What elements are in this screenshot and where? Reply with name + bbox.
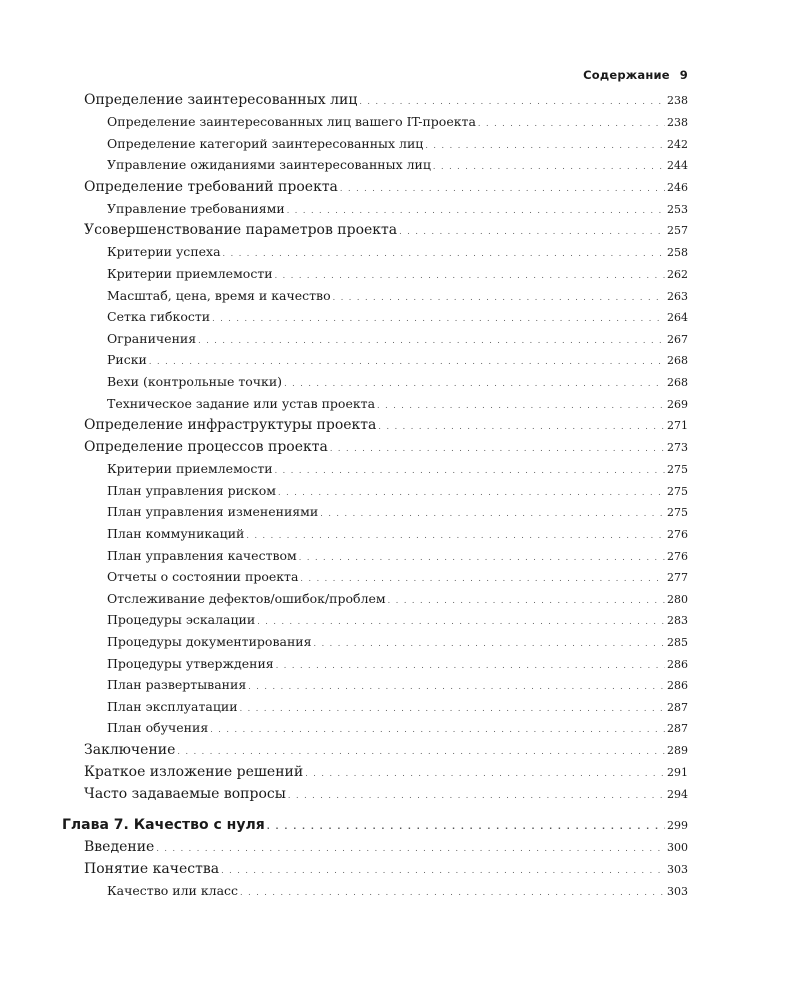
toc-entry-title: Определение заинтересованных лиц — [84, 92, 358, 108]
toc-entry-title: Управление ожиданиями заинтересованных лиц — [107, 157, 431, 173]
toc-entry-page: 253 — [667, 202, 688, 216]
toc-entry-title: План управления изменениями — [107, 504, 319, 520]
toc-entry-page: 300 — [667, 841, 688, 854]
dot-leader — [284, 379, 665, 388]
toc-entry-page: 299 — [667, 819, 688, 832]
toc-entry-title: План обучения — [107, 720, 209, 736]
toc-entry[interactable] — [84, 179, 688, 195]
toc-entry[interactable] — [107, 288, 688, 303]
toc-entry[interactable] — [107, 699, 688, 714]
toc-entry-page: 280 — [667, 592, 688, 606]
toc-entry[interactable] — [107, 461, 688, 476]
dot-leader — [177, 747, 665, 756]
toc-entry[interactable] — [84, 439, 688, 455]
page-number: 9 — [679, 68, 688, 82]
dot-leader — [300, 574, 665, 583]
toc-entry-page: 242 — [667, 137, 688, 151]
toc-entry-title: Отчеты о состоянии проекта — [107, 569, 299, 585]
toc-entry[interactable] — [107, 591, 688, 606]
toc-entry[interactable] — [107, 720, 688, 735]
toc-entry[interactable] — [84, 786, 688, 802]
toc-entry-title: Заключение — [84, 742, 176, 758]
toc-entry-page: 262 — [667, 268, 688, 281]
dot-leader — [378, 422, 665, 431]
toc-entry-page: 268 — [667, 376, 688, 389]
dot-leader — [399, 227, 665, 236]
toc-entry-title: Критерии приемлемости — [107, 266, 273, 281]
toc-entry-title: Сетка гибкости — [107, 309, 211, 325]
toc-entry[interactable] — [107, 504, 688, 519]
toc-entry-page: 287 — [667, 722, 688, 736]
dot-leader — [478, 119, 665, 128]
toc-entry-title: Введение — [84, 839, 155, 855]
toc-entry-page: 303 — [667, 885, 688, 898]
toc-entry-title: Процедуры утверждения — [107, 655, 274, 671]
dot-leader — [320, 509, 665, 518]
dot-leader — [433, 162, 665, 171]
toc-entry-page: 271 — [667, 419, 688, 433]
toc-chapter-entry[interactable] — [62, 817, 688, 833]
toc-entry-page: 246 — [667, 180, 688, 194]
toc-entry-page: 258 — [667, 246, 688, 260]
section-title: Содержание — [583, 68, 670, 82]
dot-leader — [287, 206, 665, 215]
toc-entry-title: Определение требований проекта — [84, 178, 338, 195]
toc-entry[interactable] — [107, 352, 688, 367]
toc-entry-page: 275 — [667, 463, 688, 477]
toc-entry[interactable] — [107, 201, 688, 216]
toc-entry-page: 275 — [667, 506, 688, 520]
dot-leader — [246, 531, 665, 540]
toc-entry[interactable] — [107, 157, 688, 172]
toc-entry-page: 275 — [667, 484, 688, 498]
toc-entry[interactable] — [84, 92, 688, 108]
dot-leader — [221, 866, 665, 875]
toc-entry-title: План коммуникаций — [107, 526, 245, 541]
toc-entry-page: 285 — [667, 636, 688, 649]
dot-leader — [156, 844, 665, 853]
dot-leader — [275, 466, 665, 475]
toc-entry[interactable] — [107, 883, 688, 898]
running-header — [583, 68, 688, 82]
dot-leader — [240, 888, 665, 897]
toc-entry[interactable] — [107, 266, 688, 281]
toc-entry-title: Процедуры эскалации — [107, 612, 256, 628]
dot-leader — [248, 682, 665, 691]
dot-leader — [425, 141, 665, 150]
toc-entry-page: 273 — [667, 441, 688, 455]
toc-entry[interactable] — [84, 839, 688, 855]
toc-entry-page: 263 — [667, 289, 688, 303]
toc-entry-page: 238 — [667, 94, 688, 107]
toc-entry[interactable] — [107, 136, 688, 151]
toc-entry-page: 283 — [667, 614, 688, 628]
toc-entry-page: 303 — [667, 863, 688, 876]
toc-entry-page: 289 — [667, 744, 688, 757]
toc-entry-title: Масштаб, цена, время и качество — [107, 287, 331, 303]
toc-entry[interactable] — [107, 396, 688, 411]
dot-leader — [305, 769, 665, 778]
dot-leader — [223, 249, 665, 258]
dot-leader — [210, 725, 665, 734]
toc-entry-page: 276 — [667, 549, 688, 563]
toc-entry-title: Критерии приемлемости — [107, 461, 273, 477]
dot-leader — [340, 184, 665, 193]
toc-entry-page: 294 — [667, 788, 688, 801]
dot-leader — [275, 271, 665, 280]
toc-entry-page: 287 — [667, 700, 688, 714]
toc-entry[interactable] — [107, 331, 688, 346]
dot-leader — [278, 488, 665, 497]
toc-entry-title: Определение заинтересованных лиц вашего IT-проекта — [107, 114, 476, 129]
toc-entry-title: Определение инфраструктуры проекта — [84, 417, 377, 434]
dot-leader — [377, 401, 665, 410]
toc-entry-title: Техническое задание или устав проекта — [107, 395, 376, 411]
toc-entry-title: План управления качеством — [107, 547, 297, 563]
toc-entry-title: Определение категорий заинтересованных лиц — [107, 135, 424, 151]
toc-entry[interactable] — [107, 677, 688, 692]
toc-entry-page: 244 — [667, 159, 688, 173]
toc-entry-page: 269 — [667, 397, 688, 411]
toc-entry[interactable] — [107, 656, 688, 671]
dot-leader — [267, 822, 665, 831]
toc-entry[interactable] — [107, 114, 688, 129]
toc-entry[interactable] — [84, 417, 688, 433]
toc-entry-page: 257 — [667, 224, 688, 238]
dot-leader — [359, 97, 665, 106]
toc-entry-title: Критерии успеха — [107, 244, 221, 260]
dot-leader — [333, 293, 665, 302]
toc-entry[interactable] — [107, 309, 688, 324]
toc-entry-page: 267 — [667, 332, 688, 346]
toc-entry-title: Качество или класс — [107, 883, 239, 898]
toc-entry-title: План эксплуатации — [107, 698, 238, 714]
dot-leader — [299, 553, 665, 562]
toc-entry-title: План развертывания — [107, 677, 247, 693]
toc-entry-title: Усовершенствование параметров проекта — [84, 222, 398, 239]
toc-entry[interactable] — [107, 634, 688, 649]
toc-entry[interactable] — [107, 374, 688, 389]
dot-leader — [240, 704, 665, 713]
toc-entry-title: Часто задаваемые вопросы — [84, 786, 286, 802]
toc-entry-page: 276 — [667, 528, 688, 541]
toc-entry-page: 286 — [667, 679, 688, 693]
dot-leader — [314, 639, 666, 648]
toc-entry-title: Риски — [107, 352, 147, 368]
dot-leader — [257, 617, 665, 626]
toc-entry-title: Ограничения — [107, 330, 197, 346]
toc-entry-title: Глава 7. Качество с нуля — [62, 817, 265, 833]
dot-leader — [330, 444, 665, 453]
toc-entry[interactable] — [84, 764, 688, 780]
toc-entry[interactable] — [107, 526, 688, 541]
toc-entry[interactable] — [107, 244, 688, 259]
toc-entry-title: Вехи (контрольные точки) — [107, 374, 283, 389]
dot-leader — [276, 661, 665, 670]
toc-entry-page: 264 — [667, 311, 688, 325]
toc-entry-title: Управление требованиями — [107, 200, 285, 216]
toc-entry-page: 286 — [667, 657, 688, 671]
toc-entry-page: 268 — [667, 354, 688, 368]
toc-entry-title: Краткое изложение решений — [84, 764, 304, 780]
dot-leader — [288, 791, 665, 800]
toc-entry-title: Процедуры документирования — [107, 634, 312, 649]
toc-entry[interactable] — [107, 612, 688, 627]
toc-entry[interactable] — [84, 861, 688, 877]
toc-entry[interactable] — [107, 483, 688, 498]
toc-entry[interactable] — [84, 742, 688, 758]
dot-leader — [388, 596, 665, 605]
toc-entry[interactable] — [107, 548, 688, 563]
toc-entry-title: Определение процессов проекта — [84, 439, 328, 456]
toc-entry-title: План управления риском — [107, 482, 277, 498]
toc-entry[interactable] — [107, 569, 688, 584]
dot-leader — [212, 314, 665, 323]
dot-leader — [198, 336, 665, 345]
dot-leader — [149, 357, 665, 366]
toc-entry-page: 238 — [667, 116, 688, 129]
toc-entry-title: Отслеживание дефектов/ошибок/проблем — [107, 590, 386, 606]
toc-entry[interactable] — [84, 222, 688, 238]
toc-entry-page: 277 — [667, 571, 688, 585]
toc-entry-title: Понятие качества — [84, 861, 220, 877]
toc-entry-page: 291 — [667, 766, 688, 779]
